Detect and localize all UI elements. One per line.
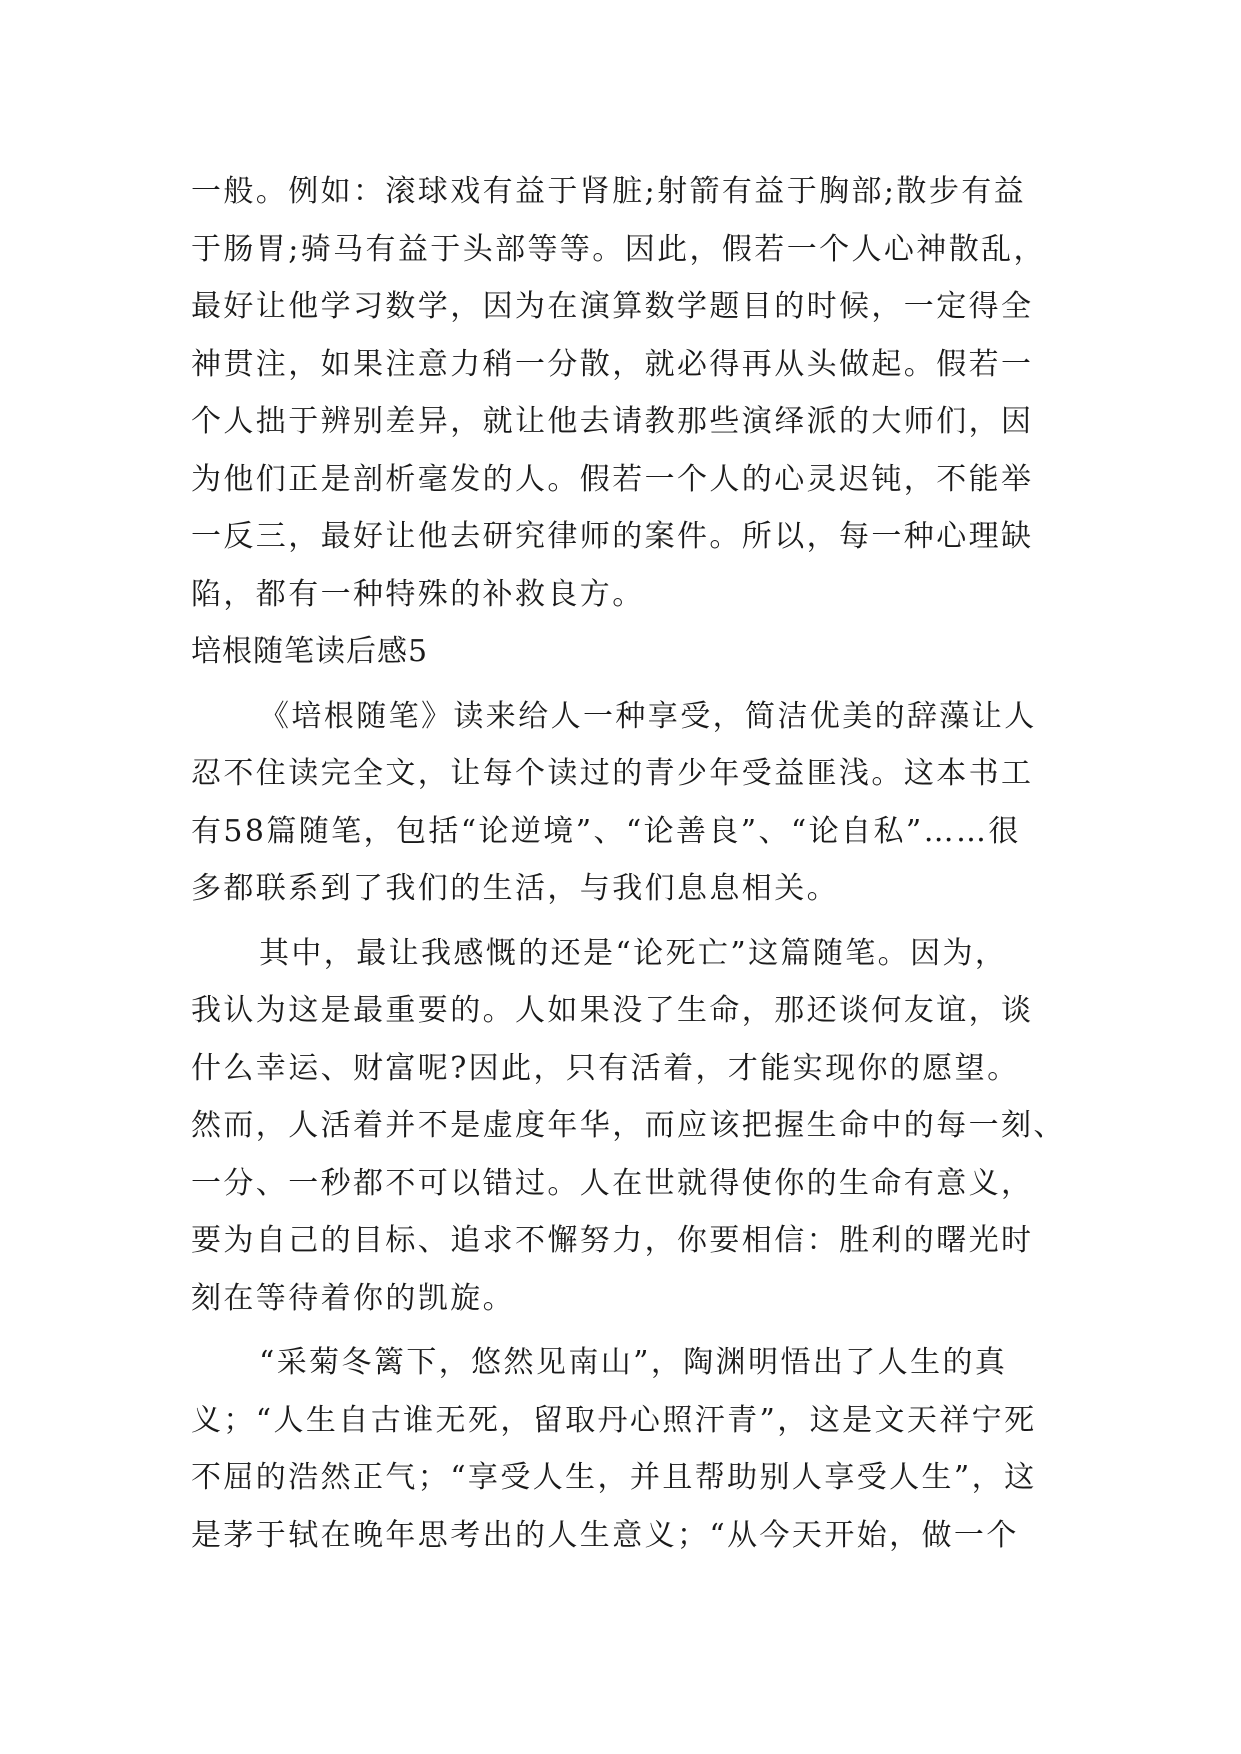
text-line: 忍不住读完全文，让每个读过的青少年受益匪浅。这本书工 [191, 756, 1034, 791]
text-line: 什么幸运、财富呢?因此，只有活着，才能实现你的愿望。 [191, 1050, 1020, 1086]
text-line: 为他们正是剖析毫发的人。假若一个人的心灵迟钝，不能举 [191, 461, 1034, 497]
paragraph-3 [191, 1334, 1051, 1564]
text-line: 是茅于轼在晚年思考出的人生意义；“从今天开始，做一个 [191, 1517, 1019, 1553]
text-line: 《培根随笔》读来给人一种享受，简洁优美的辞藻让人 [259, 698, 1037, 734]
text-line: 我认为这是最重要的。人如果没了生命，那还谈何友谊，谈 [191, 993, 1034, 1028]
paragraph-1 [191, 688, 1051, 918]
text-line: 不屈的浩然正气；“享受人生，并且帮助别人享受人生”，这 [191, 1460, 1037, 1495]
section-heading: 培根随笔读后感5 [191, 634, 429, 669]
text-line: 刻在等待着你的凯旋。 [191, 1280, 515, 1316]
text-line: 有58篇随笔，包括“论逆境”、“论善良”、“论自私”……很 [191, 813, 1021, 849]
section-continued-text [191, 163, 1051, 623]
text-line: “采菊冬篱下，悠然见南山”，陶渊明悟出了人生的真 [259, 1345, 1008, 1380]
text-line: 个人拙于辨别差异，就让他去请教那些演绎派的大师们，因 [191, 404, 1034, 439]
text-line: 神贯注，如果注意力稍一分散，就必得再从头做起。假若一 [191, 346, 1034, 382]
text-line: 要为自己的目标、追求不懈努力，你要相信：胜利的曙光时 [191, 1223, 1034, 1258]
text-line: 于肠胃;骑马有益于头部等等。因此，假若一个人心神散乱， [191, 231, 1046, 267]
text-line: 陷，都有一种特殊的补救良方。 [191, 576, 645, 612]
text-line: 最好让他学习数学，因为在演算数学题目的时候，一定得全 [191, 289, 1034, 324]
text-line: 义；“人生自古谁无死，留取丹心照汗青”，这是文天祥宁死 [191, 1402, 1037, 1438]
text-line: 一般。例如：滚球戏有益于肾脏;射箭有益于胸部;散步有益 [191, 174, 1027, 209]
text-line: 然而，人活着并不是虚度年华，而应该把握生命中的每一刻、 [191, 1108, 1066, 1143]
text-line: 多都联系到了我们的生活，与我们息息相关。 [191, 871, 839, 906]
paragraph-2 [191, 925, 1066, 1328]
document-body [191, 163, 1066, 1564]
text-line: 其中，最让我感慨的还是“论死亡”这篇随笔。因为， [259, 935, 1008, 971]
text-line: 一分、一秒都不可以错过。人在世就得使你的生命有意义， [191, 1165, 1034, 1201]
text-line: 一反三，最好让他去研究律师的案件。所以，每一种心理缺 [191, 519, 1034, 554]
